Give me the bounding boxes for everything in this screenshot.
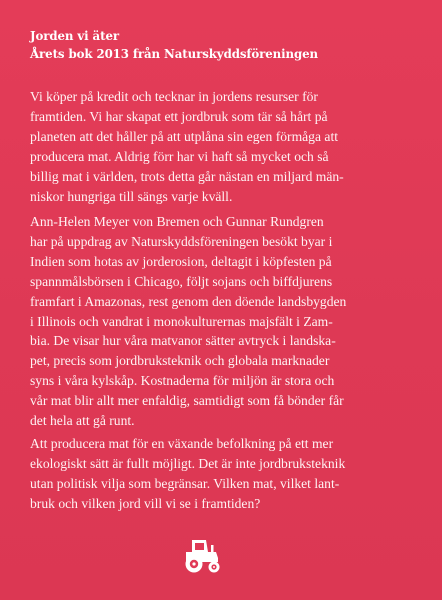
paragraph-authors	[30, 212, 425, 431]
book-subtitle: Årets bok 2013 från Naturskyddsföreningen	[30, 47, 319, 61]
text-line: utan politisk vilja som begränsar. Vilken mat, vilket lant-	[30, 475, 340, 491]
text-line: framtiden. Vi har skapat ett jordbruk som tär så hårt på	[30, 108, 328, 124]
book-title: Jorden vi äter	[30, 29, 119, 43]
text-line: vår mat blir allt mer enfaldig, samtidigt som få bönder får	[30, 393, 344, 409]
paragraph-conclusion	[30, 434, 425, 514]
text-line: framfart i Amazonas, rest genom den döende landsbygden	[30, 293, 347, 309]
text-line: har på uppdrag av Naturskyddsföreningen besökt byar i	[30, 233, 333, 249]
text-line: Ann-Helen Meyer von Bremen och Gunnar Rundgren	[30, 214, 324, 229]
text-line: syns i våra kylskåp. Kostnaderna för miljön är stora och	[30, 373, 335, 389]
text-line: niskor hungriga till sängs varje kväll.	[30, 188, 233, 204]
text-line: Indien som hotas av jorderosion, deltagit i köpfesten på	[30, 253, 332, 269]
text-line: i Illinois och vandrat i monokulturernas majsfält i Zam-	[30, 313, 333, 329]
text-line: producera mat. Aldrig förr har vi haft så mycket och så	[30, 148, 329, 164]
text-line: pet, precis som jordbruksteknik och globala marknader	[30, 353, 330, 369]
text-line: Vi köper på kredit och tecknar in jordens resurser för	[30, 89, 318, 104]
text-line: bia. De visar hur våra matvanor sätter avtryck i landska-	[30, 333, 336, 349]
header	[30, 27, 420, 63]
text-line: Att producera mat för en växande befolkning på ett mer	[30, 436, 334, 451]
tractor-icon	[182, 536, 224, 574]
text-line: ekologiskt sätt är fullt möjligt. Det är inte jordbruksteknik	[30, 455, 346, 471]
text-line: det hela att gå runt.	[30, 413, 135, 429]
text-line: billig mat i världen, trots detta går nästan en miljard män-	[30, 168, 344, 184]
paragraph-intro	[30, 87, 425, 206]
text-line: planeten att det håller på att utplåna sin egen förmåga att	[30, 128, 338, 144]
text-line: spannmålsbörsen i Chicago, följt sojans och biffdjurens	[30, 273, 333, 289]
text-line: bruk och vilken jord vill vi se i framtiden?	[30, 495, 261, 511]
